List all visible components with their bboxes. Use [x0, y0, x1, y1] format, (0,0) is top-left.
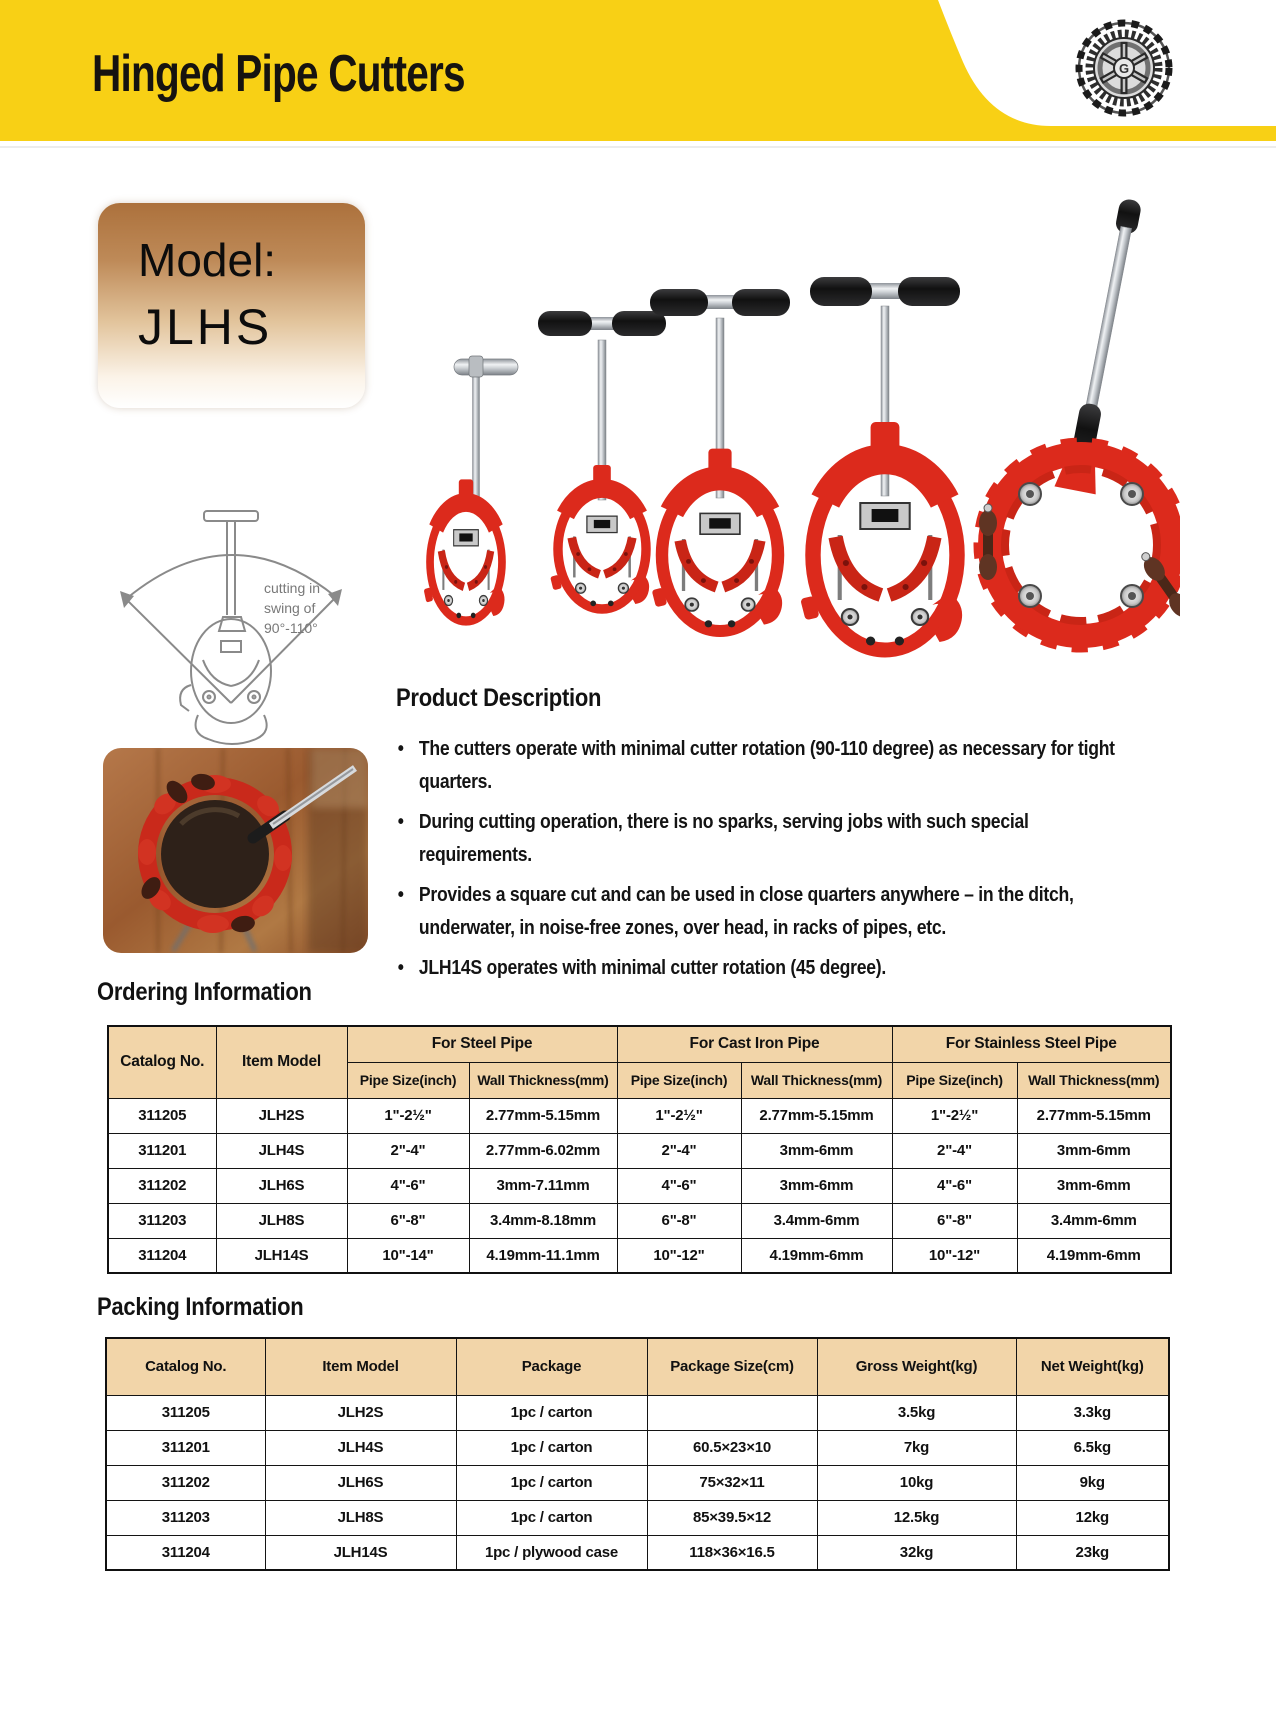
ring-cutter-wheels — [1019, 483, 1143, 607]
table-cell: 1pc / carton — [456, 1395, 647, 1430]
bullet-item: • The cutters operate with minimal cutter rotation (90-110 degree) as necessary for tight quarters. — [396, 733, 1140, 799]
table-cell: 311205 — [106, 1395, 265, 1430]
table-cell: 9kg — [1016, 1465, 1169, 1500]
bullet-item: • JLH14S operates with minimal cutter rotation (45 degree). — [396, 952, 1140, 985]
table-cell: 2.77mm-5.15mm — [1017, 1098, 1171, 1133]
table-cell: 6"-8" — [892, 1203, 1017, 1238]
table-row — [108, 1203, 1171, 1238]
logo-letter: G — [1118, 61, 1130, 76]
product-lineup-image — [380, 175, 1180, 667]
product-description-section — [396, 684, 1196, 992]
table-cell: 4"-6" — [347, 1168, 469, 1203]
pipe-cutter-illustration-5 — [978, 196, 1180, 648]
header-band — [0, 0, 1276, 141]
table-cell: 1"-2½" — [617, 1098, 741, 1133]
table-cell: 6"-8" — [347, 1203, 469, 1238]
page-title: Hinged Pipe Cutters — [92, 45, 465, 103]
section-heading-ordering-information: Ordering Information — [97, 978, 312, 1006]
bullet-item: • Provides a square cut and can be used in close quarters anywhere – in the ditch, underwater, in noise-free zones, over head, in racks of pipes, etc. — [396, 879, 1140, 945]
table-cell: 3mm-6mm — [741, 1133, 892, 1168]
table-cell: 2"-4" — [347, 1133, 469, 1168]
table-cell — [647, 1395, 817, 1430]
table-row — [106, 1338, 1169, 1395]
table-cell: 4.19mm-6mm — [741, 1238, 892, 1273]
table-row — [106, 1500, 1169, 1535]
table-row — [108, 1238, 1171, 1273]
table-cell: 75×32×11 — [647, 1465, 817, 1500]
table-row — [108, 1098, 1171, 1133]
table-cell: JLH8S — [265, 1500, 456, 1535]
table-cell: 6"-8" — [617, 1203, 741, 1238]
table-cell: 2.77mm-5.15mm — [469, 1098, 617, 1133]
table-cell: 10"-12" — [892, 1238, 1017, 1273]
col-header-package: Package — [456, 1338, 647, 1395]
section-heading-packing-information: Packing Information — [97, 1293, 304, 1321]
gear-chain-logo — [1072, 18, 1176, 120]
table-cell: 311203 — [106, 1500, 265, 1535]
diagram-swing-ray-left — [126, 599, 231, 703]
table-cell: 23kg — [1016, 1535, 1169, 1570]
col-header-catalog-no: Catalog No. — [108, 1026, 216, 1098]
diagram-t-handle — [204, 511, 258, 521]
col-header-wall-thickness: Wall Thickness(mm) — [1017, 1062, 1171, 1098]
table-cell: 3mm-6mm — [741, 1168, 892, 1203]
cutting-swing-diagram — [58, 445, 373, 750]
table-cell: 3.5kg — [817, 1395, 1016, 1430]
diagram-caption-line: 90°-110° — [264, 620, 318, 636]
col-header-net-weight: Net Weight(kg) — [1016, 1338, 1169, 1395]
table-cell: 3.4mm-6mm — [1017, 1203, 1171, 1238]
diagram-caption-line: cutting in — [264, 580, 321, 596]
table-cell: 10"-12" — [617, 1238, 741, 1273]
pipe-cutter-illustration-1 — [424, 356, 518, 621]
table-cell: 311205 — [108, 1098, 216, 1133]
table-cell: 1pc / carton — [456, 1465, 647, 1500]
table-cell: 3.3kg — [1016, 1395, 1169, 1430]
header-separator — [0, 146, 1276, 148]
table-cell: JLH14S — [265, 1535, 456, 1570]
table-row — [106, 1465, 1169, 1500]
table-cell: 3.4mm-8.18mm — [469, 1203, 617, 1238]
model-box — [98, 203, 365, 408]
pipe-cutter-illustration-3 — [650, 289, 790, 631]
col-group-cast-iron-pipe: For Cast Iron Pipe — [617, 1026, 892, 1062]
table-cell: JLH14S — [216, 1238, 347, 1273]
table-cell: 311201 — [108, 1133, 216, 1168]
table-cell: 10"-14" — [347, 1238, 469, 1273]
table-cell: JLH2S — [216, 1098, 347, 1133]
model-name: JLHS — [138, 299, 273, 355]
description-bullet-list — [396, 733, 1140, 985]
table-cell: 60.5×23×10 — [647, 1430, 817, 1465]
col-header-item-model: Item Model — [216, 1026, 347, 1098]
table-cell: 12.5kg — [817, 1500, 1016, 1535]
table-cell: 1pc / plywood case — [456, 1535, 647, 1570]
table-cell: JLH4S — [265, 1430, 456, 1465]
table-cell: 2.77mm-5.15mm — [741, 1098, 892, 1133]
col-header-pipe-size: Pipe Size(inch) — [892, 1062, 1017, 1098]
application-photo — [103, 748, 368, 953]
col-group-steel-pipe: For Steel Pipe — [347, 1026, 617, 1062]
packing-information-table — [105, 1337, 1170, 1571]
table-cell: 7kg — [817, 1430, 1016, 1465]
table-cell: 6.5kg — [1016, 1430, 1169, 1465]
table-row — [106, 1535, 1169, 1570]
table-cell: 85×39.5×12 — [647, 1500, 817, 1535]
table-cell: 311204 — [106, 1535, 265, 1570]
table-row — [108, 1168, 1171, 1203]
table-row — [106, 1395, 1169, 1430]
table-cell: 311203 — [108, 1203, 216, 1238]
table-cell: 1pc / carton — [456, 1430, 647, 1465]
table-row — [108, 1133, 1171, 1168]
application-photo-image — [103, 748, 368, 953]
diagram-caption — [264, 580, 320, 636]
table-cell: JLH6S — [265, 1465, 456, 1500]
table-cell: JLH8S — [216, 1203, 347, 1238]
model-label: Model: — [138, 234, 277, 286]
col-group-stainless-steel-pipe: For Stainless Steel Pipe — [892, 1026, 1171, 1062]
table-cell: 10kg — [817, 1465, 1016, 1500]
table-cell: 1pc / carton — [456, 1500, 647, 1535]
table-cell: JLH2S — [265, 1395, 456, 1430]
col-header-catalog-no: Catalog No. — [106, 1338, 265, 1395]
diagram-cutter-body — [191, 619, 271, 723]
col-header-package-size: Package Size(cm) — [647, 1338, 817, 1395]
table-cell: 3mm-6mm — [1017, 1168, 1171, 1203]
col-header-wall-thickness: Wall Thickness(mm) — [469, 1062, 617, 1098]
table-cell: 4.19mm-11.1mm — [469, 1238, 617, 1273]
col-header-pipe-size: Pipe Size(inch) — [617, 1062, 741, 1098]
table-cell: 311202 — [106, 1465, 265, 1500]
table-cell: 4"-6" — [892, 1168, 1017, 1203]
table-row — [106, 1430, 1169, 1465]
table-cell: 2.77mm-6.02mm — [469, 1133, 617, 1168]
table-cell: 3mm-6mm — [1017, 1133, 1171, 1168]
section-heading-product-description: Product Description — [396, 684, 602, 712]
table-cell: 1"-2½" — [347, 1098, 469, 1133]
table-cell: 311202 — [108, 1168, 216, 1203]
table-cell: 3.4mm-6mm — [741, 1203, 892, 1238]
col-header-wall-thickness: Wall Thickness(mm) — [741, 1062, 892, 1098]
table-cell: JLH4S — [216, 1133, 347, 1168]
photo-pipe — [161, 800, 269, 908]
table-cell: 2"-4" — [892, 1133, 1017, 1168]
pipe-cutter-illustration-4 — [800, 277, 962, 650]
table-cell: 4"-6" — [617, 1168, 741, 1203]
table-cell: 3mm-7.11mm — [469, 1168, 617, 1203]
col-header-item-model: Item Model — [265, 1338, 456, 1395]
table-cell: 4.19mm-6mm — [1017, 1238, 1171, 1273]
table-cell: 1"-2½" — [892, 1098, 1017, 1133]
table-row — [108, 1026, 1171, 1062]
bullet-item: • During cutting operation, there is no sparks, serving jobs with such special requirements. — [396, 806, 1140, 872]
table-cell: 2"-4" — [617, 1133, 741, 1168]
table-cell: 12kg — [1016, 1500, 1169, 1535]
pipe-cutter-illustration-2 — [538, 311, 666, 609]
table-cell: JLH6S — [216, 1168, 347, 1203]
col-header-pipe-size: Pipe Size(inch) — [347, 1062, 469, 1098]
table-cell: 311201 — [106, 1430, 265, 1465]
ordering-information-table — [107, 1025, 1172, 1274]
table-cell: 32kg — [817, 1535, 1016, 1570]
table-cell: 311204 — [108, 1238, 216, 1273]
table-cell: 118×36×16.5 — [647, 1535, 817, 1570]
col-header-gross-weight: Gross Weight(kg) — [817, 1338, 1016, 1395]
diagram-caption-line: swing of — [264, 600, 316, 616]
